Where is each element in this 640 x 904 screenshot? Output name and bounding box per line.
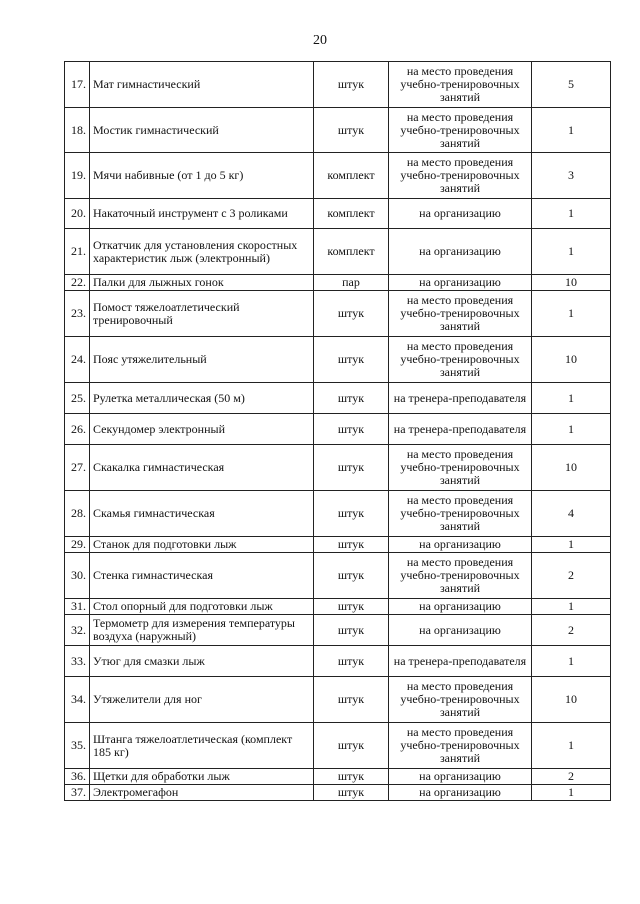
quantity: 1 — [532, 785, 611, 801]
quantity: 1 — [532, 414, 611, 445]
assignment-place: на место проведения учебно-тренировочных занятий — [389, 553, 532, 599]
row-number: 28. — [65, 491, 90, 537]
item-name: Утяжелители для ног — [90, 677, 314, 723]
unit-of-measure: штук — [314, 553, 389, 599]
unit-of-measure: штук — [314, 785, 389, 801]
table-row — [65, 615, 611, 646]
item-name: Пояс утяжелительный — [90, 337, 314, 383]
row-number: 32. — [65, 615, 90, 646]
equipment-table — [64, 61, 611, 801]
assignment-place: на место проведения учебно-тренировочных занятий — [389, 153, 532, 199]
row-number: 35. — [65, 723, 90, 769]
item-name: Мат гимнастический — [90, 62, 314, 108]
unit-of-measure: штук — [314, 599, 389, 615]
page-number: 20 — [313, 33, 327, 48]
unit-of-measure: штук — [314, 491, 389, 537]
table-row — [65, 414, 611, 445]
row-number: 30. — [65, 553, 90, 599]
quantity: 10 — [532, 445, 611, 491]
unit-of-measure: комплект — [314, 153, 389, 199]
quantity: 1 — [532, 199, 611, 229]
assignment-place: на место проведения учебно-тренировочных занятий — [389, 291, 532, 337]
assignment-place: на организацию — [389, 615, 532, 646]
assignment-place: на организацию — [389, 229, 532, 275]
unit-of-measure: комплект — [314, 199, 389, 229]
row-number: 18. — [65, 108, 90, 153]
assignment-place: на место проведения учебно-тренировочных занятий — [389, 491, 532, 537]
item-name: Штанга тяжелоатлетическая (комплект 185 кг) — [90, 723, 314, 769]
quantity: 1 — [532, 108, 611, 153]
quantity: 2 — [532, 615, 611, 646]
table-row — [65, 677, 611, 723]
unit-of-measure: штук — [314, 445, 389, 491]
item-name: Стенка гимнастическая — [90, 553, 314, 599]
unit-of-measure: штук — [314, 414, 389, 445]
item-name: Станок для подготовки лыж — [90, 537, 314, 553]
row-number: 36. — [65, 769, 90, 785]
item-name: Накаточный инструмент с 3 роликами — [90, 199, 314, 229]
row-number: 20. — [65, 199, 90, 229]
assignment-place: на организацию — [389, 599, 532, 615]
item-name: Скамья гимнастическая — [90, 491, 314, 537]
row-number: 17. — [65, 62, 90, 108]
table-row — [65, 337, 611, 383]
table-row — [65, 199, 611, 229]
table-row — [65, 383, 611, 414]
table-row — [65, 537, 611, 553]
quantity: 5 — [532, 62, 611, 108]
quantity: 1 — [532, 291, 611, 337]
table-row — [65, 769, 611, 785]
quantity: 1 — [532, 646, 611, 677]
unit-of-measure: штук — [314, 769, 389, 785]
item-name: Откатчик для установления скоростных характеристик лыж (электронный) — [90, 229, 314, 275]
row-number: 31. — [65, 599, 90, 615]
row-number: 25. — [65, 383, 90, 414]
quantity: 1 — [532, 723, 611, 769]
unit-of-measure: штук — [314, 723, 389, 769]
quantity: 1 — [532, 383, 611, 414]
unit-of-measure: штук — [314, 291, 389, 337]
row-number: 21. — [65, 229, 90, 275]
row-number: 19. — [65, 153, 90, 199]
row-number: 26. — [65, 414, 90, 445]
item-name: Палки для лыжных гонок — [90, 275, 314, 291]
table-row — [65, 723, 611, 769]
table-row — [65, 62, 611, 108]
table-row — [65, 599, 611, 615]
quantity: 10 — [532, 275, 611, 291]
assignment-place: на организацию — [389, 199, 532, 229]
unit-of-measure: комплект — [314, 229, 389, 275]
assignment-place: на организацию — [389, 769, 532, 785]
assignment-place: на место проведения учебно-тренировочных занятий — [389, 723, 532, 769]
item-name: Утюг для смазки лыж — [90, 646, 314, 677]
table-row — [65, 229, 611, 275]
assignment-place: на место проведения учебно-тренировочных занятий — [389, 677, 532, 723]
item-name: Помост тяжелоатлетический тренировочный — [90, 291, 314, 337]
quantity: 1 — [532, 599, 611, 615]
quantity: 10 — [532, 677, 611, 723]
row-number: 27. — [65, 445, 90, 491]
row-number: 37. — [65, 785, 90, 801]
quantity: 1 — [532, 229, 611, 275]
unit-of-measure: пар — [314, 275, 389, 291]
table-row — [65, 646, 611, 677]
table-row — [65, 491, 611, 537]
row-number: 23. — [65, 291, 90, 337]
item-name: Рулетка металлическая (50 м) — [90, 383, 314, 414]
quantity: 2 — [532, 769, 611, 785]
row-number: 29. — [65, 537, 90, 553]
quantity: 3 — [532, 153, 611, 199]
item-name: Мостик гимнастический — [90, 108, 314, 153]
unit-of-measure: штук — [314, 383, 389, 414]
item-name: Секундомер электронный — [90, 414, 314, 445]
assignment-place: на место проведения учебно-тренировочных занятий — [389, 62, 532, 108]
table-row — [65, 553, 611, 599]
assignment-place: на организацию — [389, 275, 532, 291]
row-number: 24. — [65, 337, 90, 383]
item-name: Мячи набивные (от 1 до 5 кг) — [90, 153, 314, 199]
row-number: 34. — [65, 677, 90, 723]
row-number: 33. — [65, 646, 90, 677]
item-name: Термометр для измерения температуры воздуха (наружный) — [90, 615, 314, 646]
assignment-place: на тренера-преподавателя — [389, 383, 532, 414]
unit-of-measure: штук — [314, 615, 389, 646]
unit-of-measure: штук — [314, 677, 389, 723]
row-number: 22. — [65, 275, 90, 291]
assignment-place: на место проведения учебно-тренировочных занятий — [389, 108, 532, 153]
unit-of-measure: штук — [314, 337, 389, 383]
quantity: 4 — [532, 491, 611, 537]
item-name: Скакалка гимнастическая — [90, 445, 314, 491]
table-row — [65, 785, 611, 801]
table-row — [65, 275, 611, 291]
unit-of-measure: штук — [314, 62, 389, 108]
assignment-place: на тренера-преподавателя — [389, 414, 532, 445]
unit-of-measure: штук — [314, 646, 389, 677]
table-row — [65, 108, 611, 153]
table-body — [65, 62, 611, 801]
table-row — [65, 445, 611, 491]
item-name: Электромегафон — [90, 785, 314, 801]
quantity: 2 — [532, 553, 611, 599]
assignment-place: на организацию — [389, 537, 532, 553]
unit-of-measure: штук — [314, 108, 389, 153]
item-name: Стол опорный для подготовки лыж — [90, 599, 314, 615]
item-name: Щетки для обработки лыж — [90, 769, 314, 785]
table-row — [65, 291, 611, 337]
unit-of-measure: штук — [314, 537, 389, 553]
assignment-place: на тренера-преподавателя — [389, 646, 532, 677]
assignment-place: на место проведения учебно-тренировочных занятий — [389, 337, 532, 383]
quantity: 1 — [532, 537, 611, 553]
quantity: 10 — [532, 337, 611, 383]
table-row — [65, 153, 611, 199]
assignment-place: на организацию — [389, 785, 532, 801]
assignment-place: на место проведения учебно-тренировочных занятий — [389, 445, 532, 491]
